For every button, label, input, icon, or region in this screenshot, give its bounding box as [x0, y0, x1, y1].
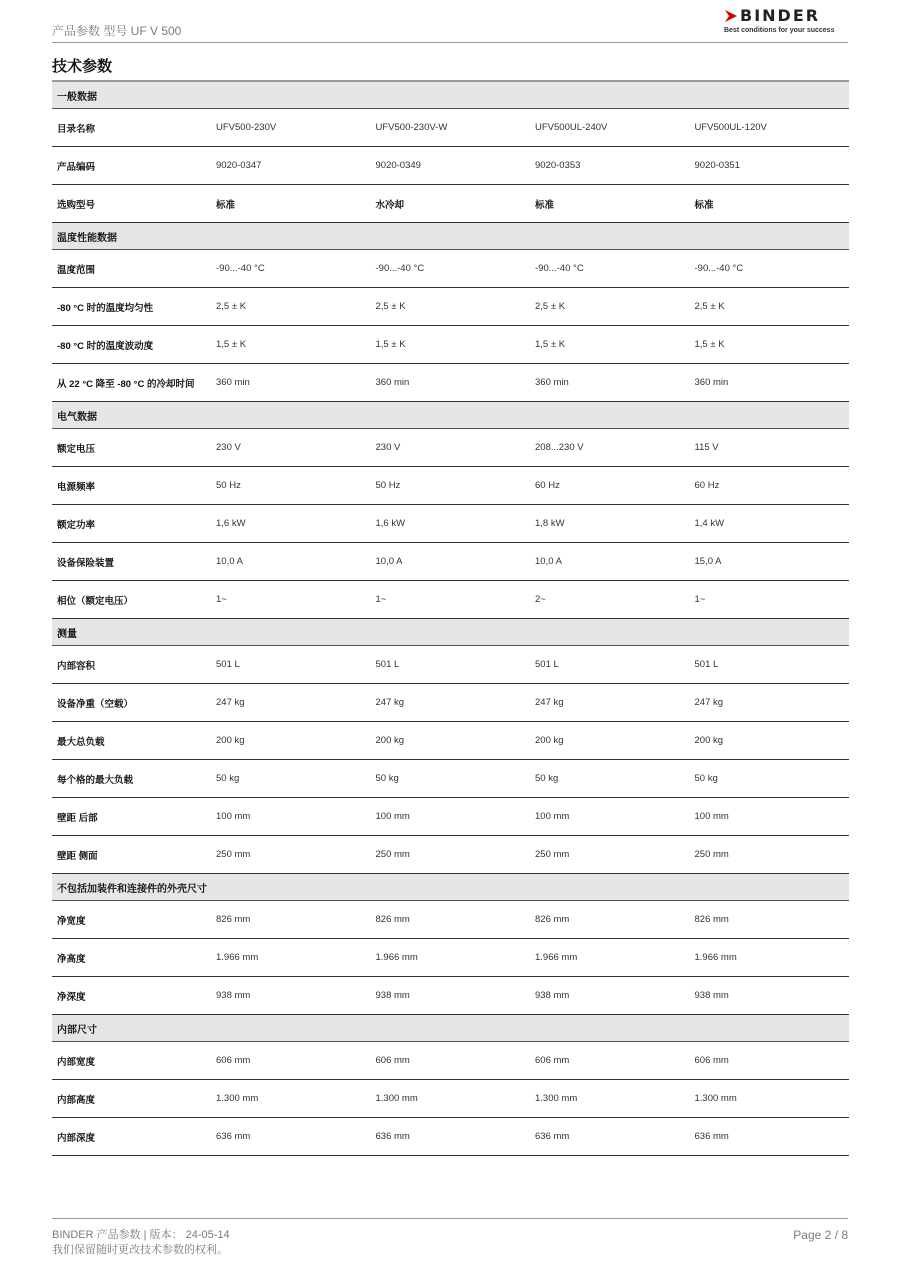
table-cell: -90...-40 °C [535, 263, 584, 274]
row-label: 产品编码 [57, 161, 96, 173]
table-cell: 1,5 ± K [694, 339, 725, 350]
row-label: 内部容积 [57, 660, 96, 672]
table-row [52, 147, 849, 185]
table-cell: 247 kg [375, 697, 405, 708]
logo-wordmark: BINDER [740, 6, 821, 25]
table-cell: 826 mm [535, 914, 570, 925]
table-cell: 50 Hz [216, 480, 241, 491]
table-cell: 100 mm [216, 811, 251, 822]
table-row [52, 109, 849, 147]
table-cell: 606 mm [375, 1055, 410, 1066]
row-label: 从 22 °C 降至 -80 °C 的冷却时间 [57, 378, 195, 390]
table-row [52, 326, 849, 364]
table-cell: 200 kg [694, 735, 724, 746]
table-row [52, 581, 849, 619]
footer-version: BINDER 产品参数 | 版本： 24-05-14 [52, 1229, 230, 1241]
table-row [52, 505, 849, 543]
table-row [52, 250, 849, 288]
table-row [52, 1118, 849, 1156]
table-row [52, 939, 849, 977]
row-label: 额定电压 [57, 443, 96, 455]
row-label: 温度范围 [57, 264, 96, 276]
table-section-header: 测量 [52, 619, 849, 646]
table-cell: 1~ [216, 594, 227, 605]
table-cell: 1.300 mm [375, 1093, 418, 1104]
table-cell: 1~ [694, 594, 706, 605]
row-label: -80 °C 时的温度波动度 [57, 340, 154, 352]
table-cell: 501 L [216, 659, 240, 670]
row-label: -80 °C 时的温度均匀性 [57, 302, 154, 314]
table-cell: 9020-0353 [535, 160, 581, 171]
table-cell: 50 kg [535, 773, 559, 784]
table-cell: 1,6 kW [375, 518, 406, 529]
table-row [52, 684, 849, 722]
table-cell: -90...-40 °C [375, 263, 425, 274]
spec-table [52, 80, 849, 1156]
table-cell: 826 mm [375, 914, 410, 925]
row-label: 最大总负载 [57, 736, 105, 748]
table-cell: 501 L [375, 659, 400, 670]
table-cell: 2,5 ± K [694, 301, 725, 312]
table-cell: 230 V [375, 442, 401, 453]
table-cell: 10,0 A [375, 556, 403, 567]
table-cell: 1,6 kW [216, 518, 246, 529]
table-cell: 230 V [216, 442, 241, 453]
table-cell: UFV500-230V-W [375, 122, 448, 133]
table-row [52, 429, 849, 467]
table-cell: 60 Hz [535, 480, 560, 491]
table-cell: 360 min [694, 377, 729, 388]
table-row [52, 836, 849, 874]
table-cell: 10,0 A [535, 556, 562, 567]
table-cell: 50 kg [694, 773, 718, 784]
row-label: 选购型号 [57, 199, 96, 211]
table-cell: 360 min [535, 377, 569, 388]
table-cell: 606 mm [216, 1055, 251, 1066]
table-cell: 100 mm [535, 811, 570, 822]
table-cell: 250 mm [216, 849, 251, 860]
table-row [52, 1080, 849, 1118]
table-cell: 1,5 ± K [216, 339, 247, 350]
table-cell: 15,0 A [694, 556, 722, 567]
table-section-header: 一般数据 [52, 82, 849, 109]
table-row [52, 760, 849, 798]
table-row [52, 798, 849, 836]
table-cell: 2,5 ± K [535, 301, 566, 312]
table-cell: 1.966 mm [375, 952, 418, 963]
header-divider [52, 42, 848, 43]
page-number: Page 2 / 8 [793, 1228, 848, 1242]
table-cell: 636 mm [216, 1131, 251, 1142]
row-label: 内部深度 [57, 1132, 96, 1144]
table-cell: 636 mm [694, 1131, 729, 1142]
row-label: 目录名称 [57, 123, 96, 135]
table-cell: 标准 [694, 199, 714, 211]
binder-logo-mark-icon [724, 9, 738, 23]
binder-logo [724, 6, 848, 34]
row-label: 壁距 后部 [57, 812, 98, 824]
table-cell: 247 kg [216, 697, 245, 708]
table-row [52, 977, 849, 1015]
table-row [52, 467, 849, 505]
table-row [52, 364, 849, 402]
table-row [52, 543, 849, 581]
table-cell: 50 kg [216, 773, 240, 784]
section-heading: 技术参数 [52, 58, 113, 75]
table-cell: 1.300 mm [216, 1093, 259, 1104]
table-cell: 208...230 V [535, 442, 584, 453]
table-cell: 50 Hz [375, 480, 401, 491]
table-section-header: 温度性能数据 [52, 223, 849, 250]
row-label: 净宽度 [57, 915, 86, 927]
table-cell: 501 L [535, 659, 559, 670]
table-cell: 2,5 ± K [216, 301, 247, 312]
table-cell: 115 V [694, 442, 719, 453]
row-label: 相位（额定电压） [57, 595, 134, 607]
table-cell: 200 kg [216, 735, 245, 746]
table-cell: 100 mm [694, 811, 729, 822]
table-section-header: 不包括加装件和连接件的外壳尺寸 [52, 874, 849, 901]
table-row [52, 646, 849, 684]
table-row [52, 901, 849, 939]
table-cell: 200 kg [535, 735, 564, 746]
row-label: 电源频率 [57, 481, 96, 493]
table-cell: 938 mm [694, 990, 729, 1001]
table-cell: 1,4 kW [694, 518, 725, 529]
table-cell: 247 kg [694, 697, 724, 708]
table-cell: 60 Hz [694, 480, 720, 491]
table-cell: -90...-40 °C [694, 263, 744, 274]
row-label: 额定功率 [57, 519, 96, 531]
table-cell: 1,5 ± K [535, 339, 566, 350]
table-section-header: 电气数据 [52, 402, 849, 429]
table-cell: 2~ [535, 594, 546, 605]
row-label: 设备保险装置 [57, 557, 115, 569]
table-cell: 1.966 mm [694, 952, 737, 963]
table-cell: 1~ [375, 594, 387, 605]
table-row [52, 722, 849, 760]
table-cell: 9020-0349 [375, 160, 421, 171]
table-cell: 1,5 ± K [375, 339, 406, 350]
table-row [52, 1042, 849, 1080]
table-section-header: 内部尺寸 [52, 1015, 849, 1042]
table-cell: 10,0 A [216, 556, 243, 567]
table-cell: 1.966 mm [535, 952, 578, 963]
row-label: 净高度 [57, 953, 86, 965]
footer-disclaimer: 我们保留随时更改技术参数的权利。 [52, 1244, 228, 1256]
table-cell: 250 mm [375, 849, 410, 860]
table-cell: UFV500-230V [216, 122, 277, 133]
table-cell: 606 mm [694, 1055, 729, 1066]
row-label: 净深度 [57, 991, 86, 1003]
table-cell: 水冷却 [375, 199, 405, 211]
table-cell: 2,5 ± K [375, 301, 406, 312]
table-cell: 636 mm [535, 1131, 570, 1142]
footer-divider [52, 1218, 848, 1219]
row-label: 内部宽度 [57, 1056, 96, 1068]
table-cell: 501 L [694, 659, 719, 670]
table-cell: 606 mm [535, 1055, 570, 1066]
table-cell: 636 mm [375, 1131, 410, 1142]
row-label: 每个格的最大负载 [57, 774, 134, 786]
table-cell: 1.300 mm [694, 1093, 737, 1104]
table-cell: 938 mm [216, 990, 251, 1001]
footer-info [52, 1228, 230, 1258]
table-cell: 标准 [216, 199, 236, 211]
table-cell: UFV500UL-120V [694, 122, 767, 133]
table-cell: 100 mm [375, 811, 410, 822]
row-label: 壁距 侧面 [57, 850, 98, 862]
table-cell: 938 mm [375, 990, 410, 1001]
table-cell: 250 mm [694, 849, 729, 860]
table-cell: 标准 [535, 199, 555, 211]
table-cell: 200 kg [375, 735, 405, 746]
table-cell: 250 mm [535, 849, 570, 860]
table-cell: 938 mm [535, 990, 570, 1001]
table-cell: 9020-0347 [216, 160, 262, 171]
table-cell: 247 kg [535, 697, 564, 708]
table-cell: 50 kg [375, 773, 399, 784]
table-cell: UFV500UL-240V [535, 122, 608, 133]
table-cell: 360 min [375, 377, 410, 388]
table-cell: 9020-0351 [694, 160, 740, 171]
document-title: 产品参数 型号 UF V 500 [52, 24, 182, 38]
table-cell: 826 mm [216, 914, 251, 925]
table-cell: 1,8 kW [535, 518, 565, 529]
row-label: 内部高度 [57, 1094, 96, 1106]
logo-tagline: Best conditions for your success [724, 27, 835, 34]
row-label: 设备净重（空载） [57, 698, 134, 710]
table-row [52, 288, 849, 326]
table-cell: 826 mm [694, 914, 729, 925]
table-cell: 1.966 mm [216, 952, 259, 963]
table-cell: 1.300 mm [535, 1093, 578, 1104]
table-row [52, 185, 849, 223]
table-cell: -90...-40 °C [216, 263, 265, 274]
table-cell: 360 min [216, 377, 250, 388]
